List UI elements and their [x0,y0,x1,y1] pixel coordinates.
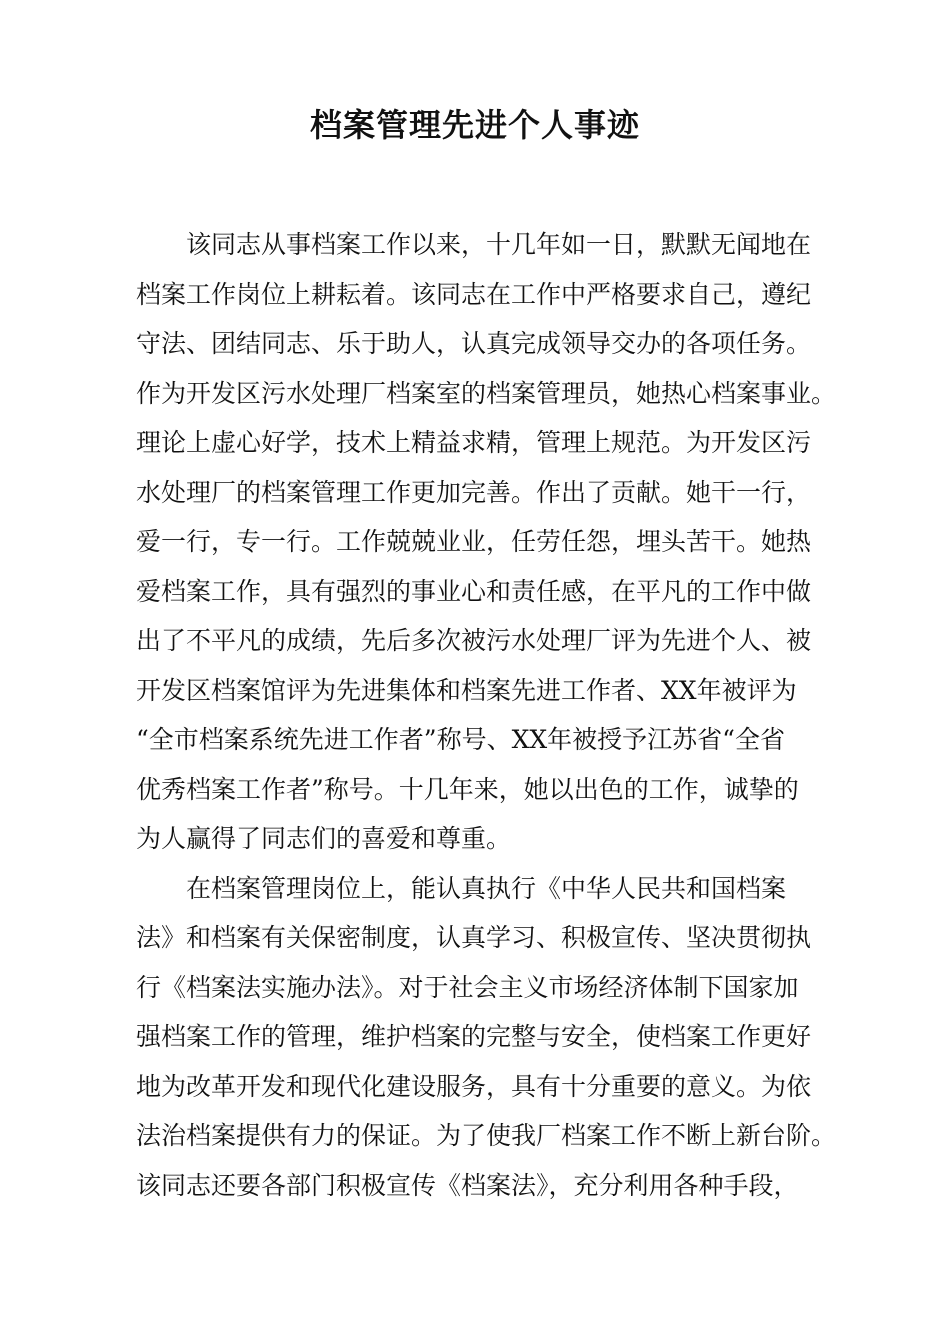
text-line: 强档案工作的管理，维护档案的完整与安全，使档案工作更好 [136,1022,812,1051]
text-line: 爱档案工作，具有强烈的事业心和责任感，在平凡的工作中做 [136,576,812,606]
text-line: 开发区档案馆评为先进集体和档案先进工作者、XX年被评为 [136,675,797,705]
text-line: 理论上虚心好学，技术上精益求精，管理上规范。为开发区污 [136,428,812,457]
text-line: 出了不平凡的成绩，先后多次被污水处理厂评为先进个人、被 [136,626,812,655]
text-line: 档案工作岗位上耕耘着。该同志在工作中严格要求自己，遵纪 [136,279,812,309]
text-line: 在档案管理岗位上，能认真执行《中华人民共和国档案 [186,873,787,903]
text-line: 地为改革开发和现代化建设服务，具有十分重要的意义。为依 [136,1071,812,1101]
text-line: 水处理厂的档案管理工作更加完善。作出了贡献。她干一行， [136,477,812,507]
text-line: 作为开发区污水处理厂档案室的档案管理员，她热心档案事业。 [136,378,837,408]
text-line: 该同志从事档案工作以来，十几年如一日，默默无闻地在 [186,230,812,259]
document-title: 档案管理先进个人事迹 [309,106,640,144]
text-line: “全市档案系统先进工作者”称号、XX年被授予江苏省“全省 [136,725,785,754]
text-line: 爱一行，专一行。工作兢兢业业，任劳任怨，埋头苦干。她热 [136,527,812,556]
text-line: 法治档案提供有力的保证。为了使我厂档案工作不断上新台阶。 [136,1121,837,1150]
text-line: 行《档案法实施办法》。对于社会主义市场经济体制下国家加 [136,972,799,1002]
text-line: 法》和档案有关保密制度，认真学习、积极宣传、坚决贯彻执 [136,923,812,952]
document-body [136,220,836,1210]
text-line: 优秀档案工作者”称号。十几年来，她以出色的工作，诚挚的 [136,774,799,804]
text-line: 为人赢得了同志们的喜爱和尊重。 [136,824,512,853]
text-line: 守法、团结同志、乐于助人，认真完成领导交办的各项任务。 [136,329,812,358]
text-line: 该同志还要各部门积极宣传《档案法》，充分利用各种手段， [136,1170,799,1200]
